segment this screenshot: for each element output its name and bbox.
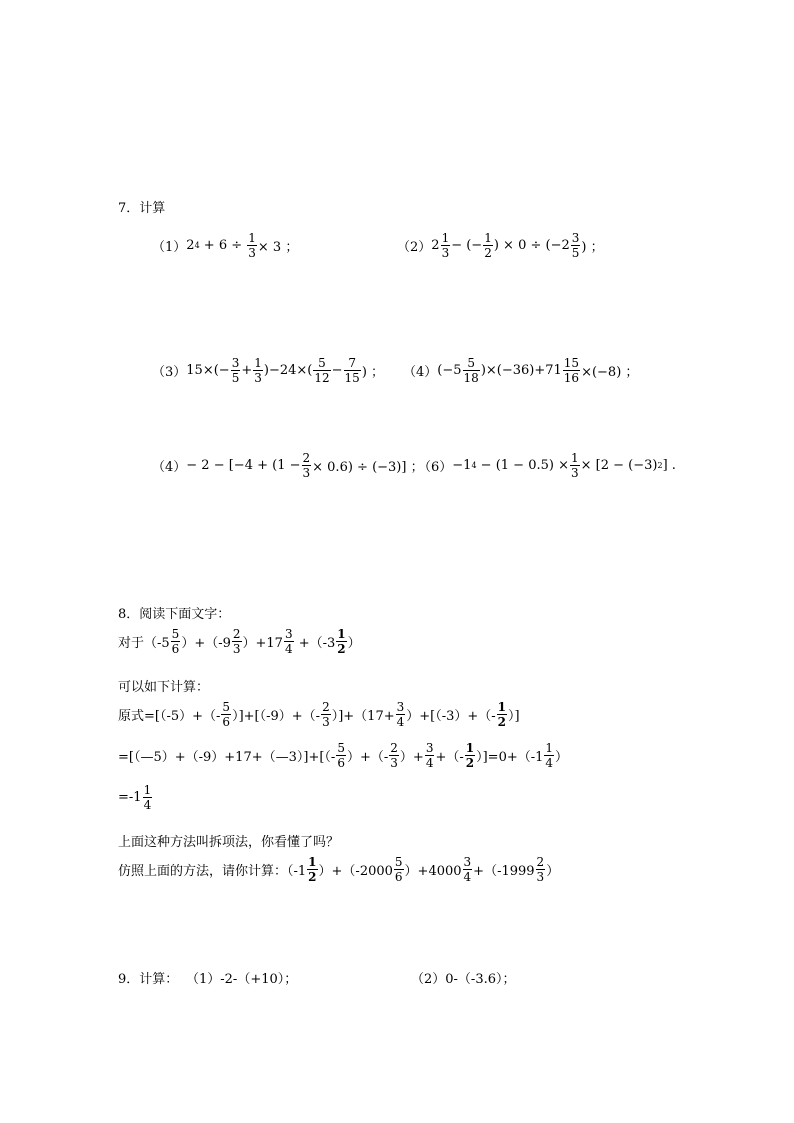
expr-text: − (−	[451, 238, 483, 253]
fraction: $\frac{2}{3}$	[390, 741, 398, 770]
q8-line-3	[118, 701, 520, 728]
q8-line-4	[118, 742, 568, 769]
q9-title: 9．计算：	[118, 972, 179, 987]
q7-problem-2	[397, 232, 604, 259]
text: ）]=0+（-1	[476, 750, 544, 765]
fraction: $\frac{5}{18}$	[463, 356, 479, 385]
text: ）+	[399, 750, 424, 765]
fraction: $\frac{1}{3}$	[441, 231, 450, 260]
expr-text: × [2 − (−3)	[580, 458, 658, 473]
expr-text: 2	[186, 238, 195, 253]
text: ）	[555, 750, 569, 765]
text: +（-	[435, 750, 464, 765]
text: ）+（-9	[181, 636, 231, 651]
q7-problem-6: （6） −1 4 − (1 − 0.5) × $\frac{1}{3}$ × [2 − (−3) 2 ] .	[418, 451, 676, 480]
expr-text: + 6 ÷	[199, 238, 247, 253]
expr-text: ) × 0 ÷ (−2	[493, 238, 570, 253]
text: ）]+（17+	[331, 709, 395, 724]
fraction: $\frac{1}{4}$	[143, 783, 152, 812]
text: 仿照上面的方法，请你计算：（-1	[118, 864, 307, 879]
text: 对于（-5	[118, 636, 170, 651]
q7-problem-5	[152, 452, 424, 479]
expr-text: × 3 ；	[257, 240, 299, 255]
expr-text: ) ；	[361, 365, 385, 380]
problem-label: （3）	[152, 365, 187, 380]
q8-line-5	[118, 784, 153, 811]
expr-text: ) ；	[581, 240, 604, 255]
text: ）+17	[242, 636, 283, 651]
expr-text: )×(−36)+71	[480, 363, 562, 378]
text: 原式=[（-5）+（-	[118, 709, 221, 724]
text: ）]	[508, 709, 520, 724]
fraction: $\frac{3}{5}$	[571, 231, 580, 260]
q8-line-6: 上面这种方法叫拆项法，你看懂了吗？	[118, 835, 340, 850]
expr-text: (−5	[437, 363, 462, 378]
text: ）+[（-3）+（-	[406, 709, 496, 724]
expr-text: −	[331, 363, 343, 378]
text: +（-1999	[473, 864, 535, 879]
fraction: $\frac{5}{6}$	[222, 700, 231, 729]
expr-text: − (1 − 0.5) ×	[476, 458, 569, 473]
problem-label: （1）	[152, 240, 187, 255]
problem-label: （2）	[397, 240, 432, 255]
text: ）+（-2000	[318, 864, 393, 879]
fraction: $\frac{3}{4}$	[396, 700, 405, 729]
fraction: $\frac{3}{4}$	[463, 855, 472, 884]
fraction: $\frac{1}{4}$	[545, 741, 554, 770]
text: ）+（-	[346, 750, 389, 765]
fraction: $\frac{3}{4}$	[284, 627, 293, 656]
q8-title: 8．阅读下面文字：	[118, 607, 231, 622]
fraction: $\frac{7}{15}$	[344, 356, 360, 385]
fraction: $\frac{5}{12}$	[314, 356, 330, 385]
q7-problem-1: （1） 2 4 + 6 ÷ $\frac{1}{3}$ × 3 ；	[152, 231, 299, 260]
q9-problem-1: （1）-2-（+10）；	[186, 972, 298, 987]
expr-text: 2	[431, 238, 440, 253]
expr-text: −1	[452, 458, 472, 473]
fraction: $\frac{1}{2}$	[465, 741, 475, 770]
fraction: $\frac{2}{3}$	[322, 700, 330, 729]
text: ）	[546, 864, 560, 879]
problem-label: （4）	[152, 460, 187, 475]
fraction: $\frac{1}{3}$	[570, 451, 579, 480]
fraction: $\frac{2}{3}$	[536, 855, 545, 884]
fraction: $\frac{1}{2}$	[484, 231, 492, 260]
fraction: $\frac{15}{16}$	[563, 356, 580, 385]
fraction: $\frac{1}{2}$	[308, 855, 317, 884]
expr-text: − 2 − [−4 + (1 −	[186, 458, 301, 473]
expr-text: )−24×(	[263, 363, 313, 378]
q7-problem-3	[152, 357, 384, 384]
q7-title: 7．计算	[118, 201, 166, 216]
fraction: $\frac{1}{3}$	[248, 231, 256, 260]
expr-text: ] .	[662, 458, 676, 473]
q9-problem-2: （2）0-（-3.6）；	[411, 972, 516, 987]
fraction: $\frac{1}{3}$	[254, 356, 262, 385]
fraction: $\frac{5}{6}$	[394, 855, 403, 884]
fraction: $\frac{2}{3}$	[232, 627, 241, 656]
fraction: $\frac{5}{6}$	[337, 741, 345, 770]
expr-text: × 0.6) ÷ (−3)] ；	[312, 460, 424, 475]
q8-line-2: 可以如下计算：	[118, 680, 210, 695]
problem-label: （4）	[403, 365, 438, 380]
q8-line-1	[118, 628, 361, 655]
problem-label: （6）	[418, 460, 453, 475]
q8-line-7	[118, 856, 559, 883]
fraction: $\frac{2}{3}$	[302, 451, 311, 480]
text: ）	[347, 636, 361, 651]
fraction: $\frac{3}{5}$	[231, 356, 240, 385]
text: =-1	[118, 790, 142, 805]
expr-text: 15×(−	[186, 363, 230, 378]
text: ）+4000	[404, 864, 462, 879]
fraction: $\frac{1}{2}$	[497, 700, 507, 729]
q7-problem-4	[403, 357, 638, 384]
expr-text: +	[241, 363, 253, 378]
text: =[（—5）+（-9）+17+（—3）]+[（-	[118, 750, 336, 765]
fraction: $\frac{3}{4}$	[425, 741, 434, 770]
text: ）]+[（-9）+（-	[232, 709, 321, 724]
fraction: $\frac{1}{2}$	[337, 627, 346, 656]
expr-text: ×(−8) ；	[581, 365, 639, 380]
text: +（-3	[294, 636, 336, 651]
fraction: $\frac{5}{6}$	[171, 627, 180, 656]
